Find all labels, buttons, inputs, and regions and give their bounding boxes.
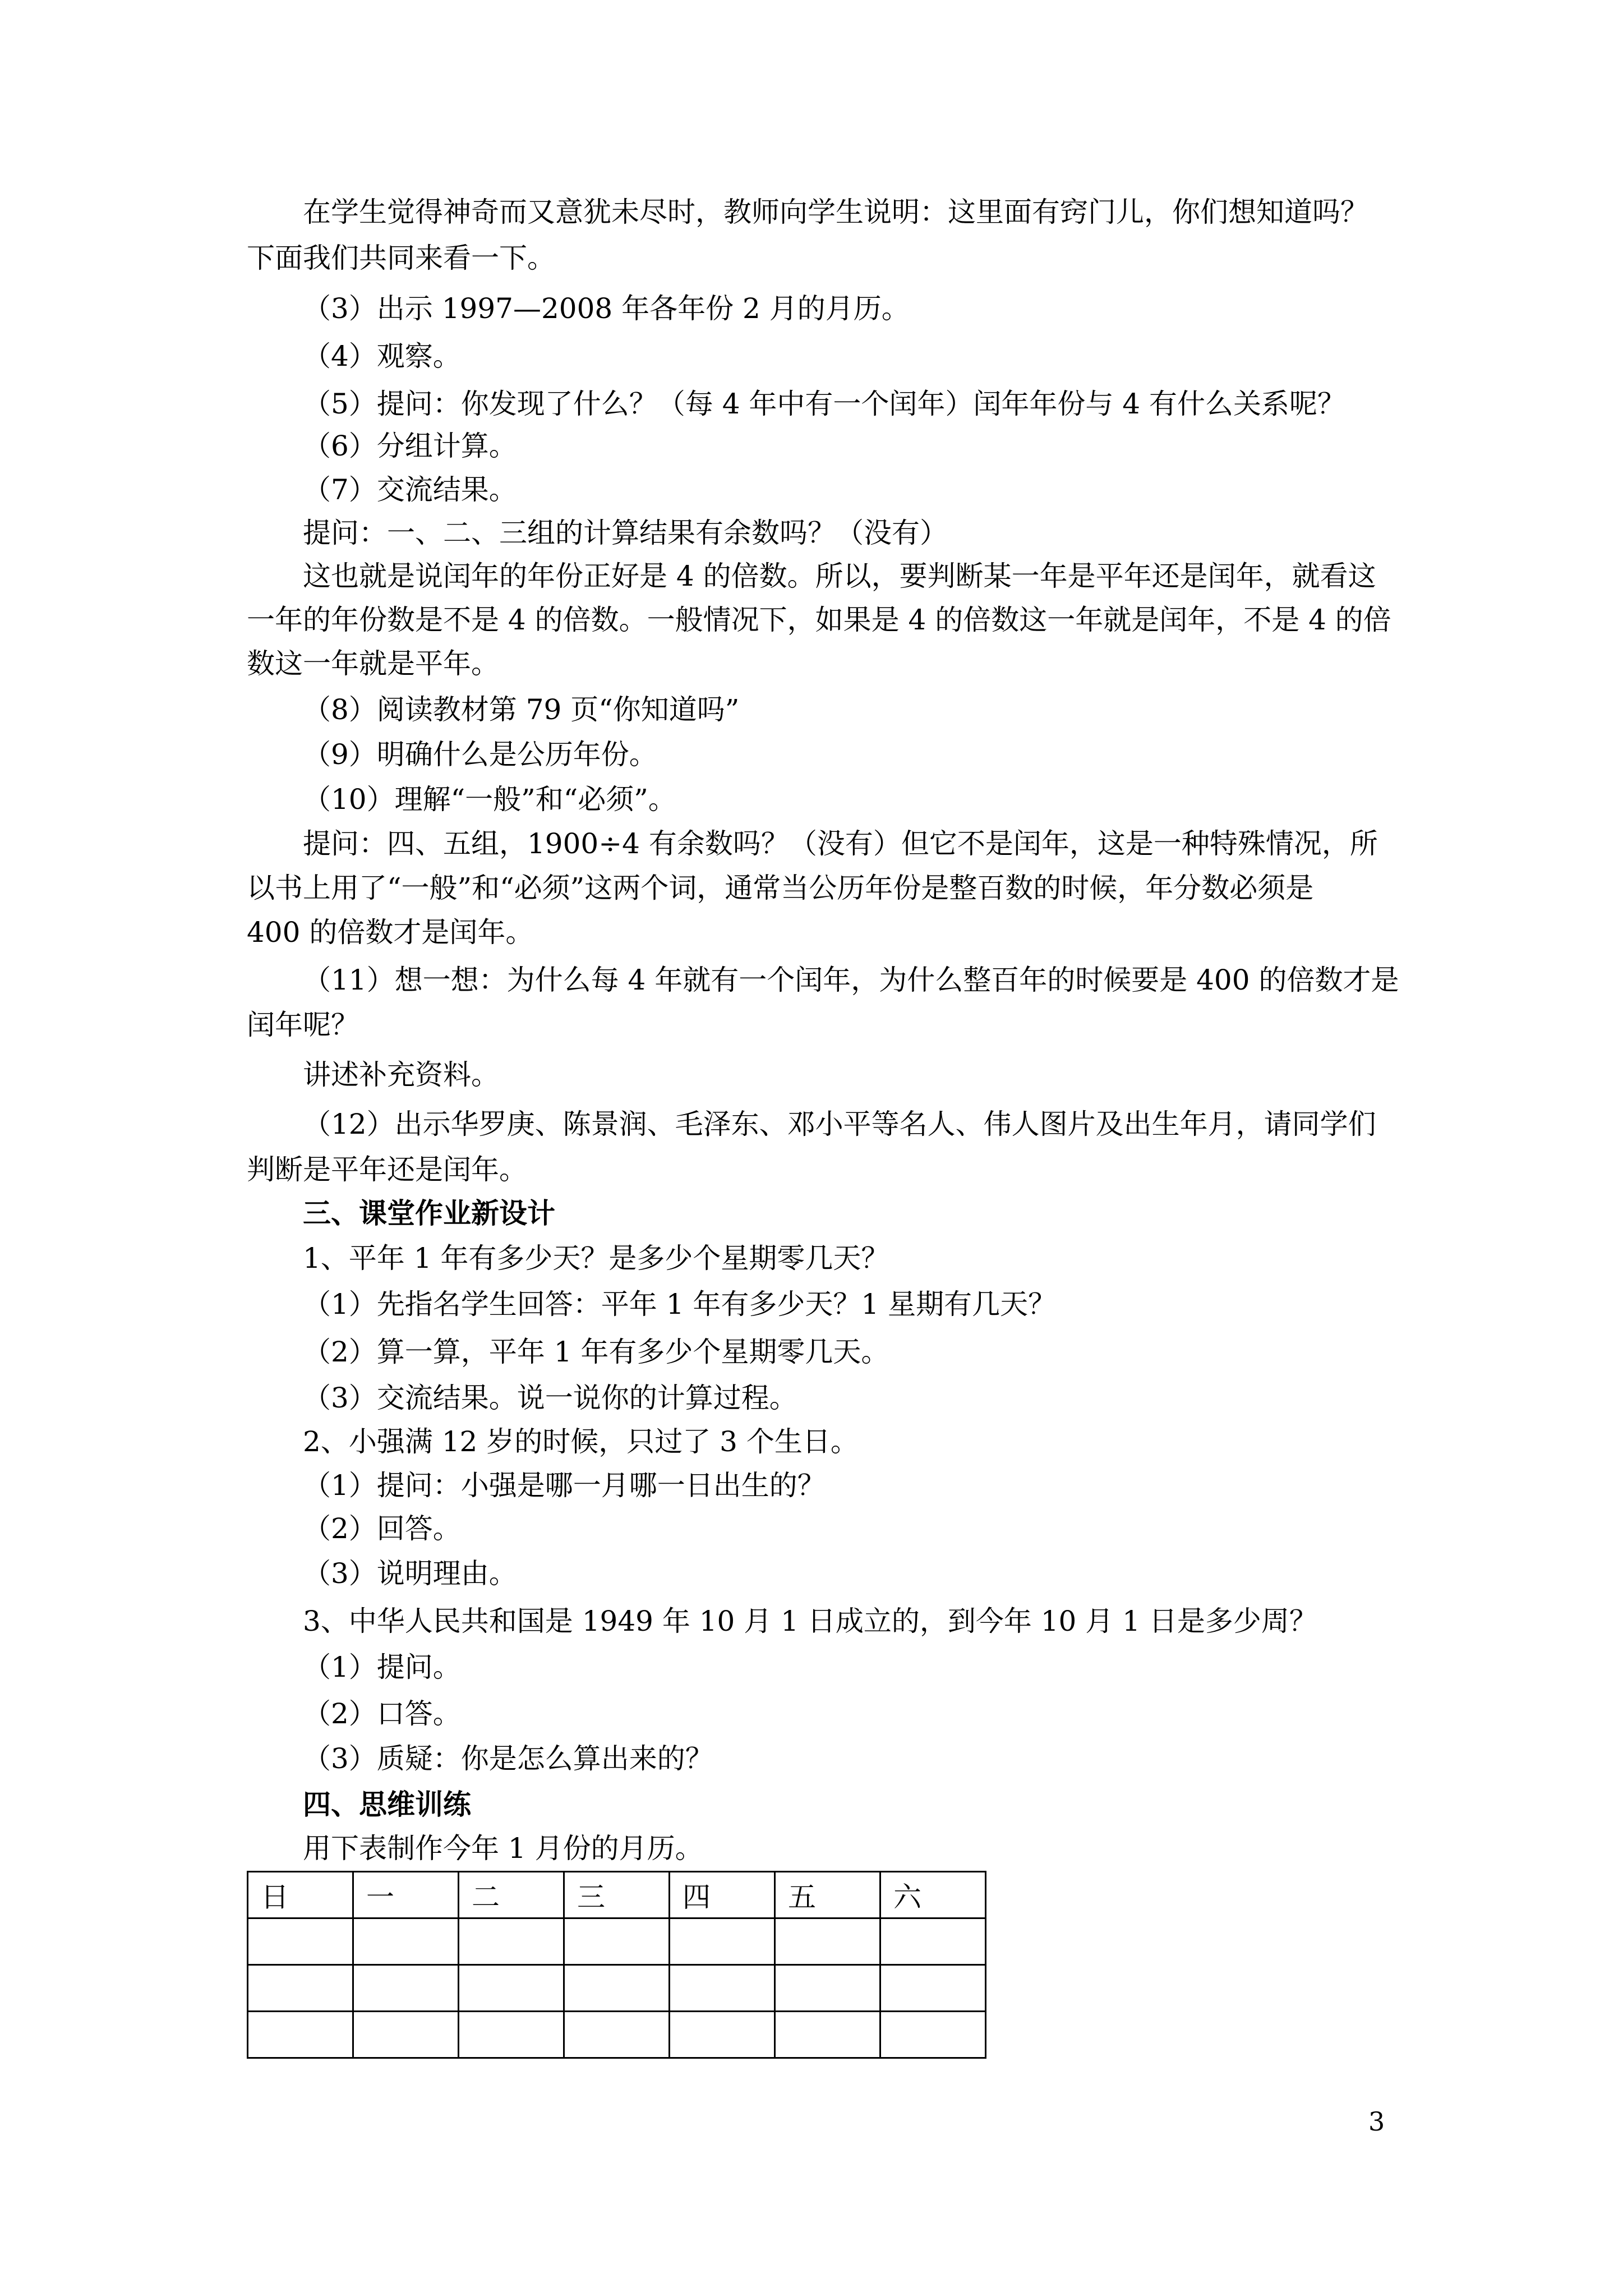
- paragraph-line: 提问：四、五组，1900÷4 有余数吗？（没有）但它不是闰年，这是一种特殊情况，所: [303, 827, 1378, 860]
- paragraph-line: （3）交流结果。说一说你的计算过程。: [303, 1382, 797, 1414]
- calendar-header-cell: 四: [670, 1872, 775, 1918]
- paragraph-line: （2）算一算，平年 1 年有多少个星期零几天。: [303, 1336, 889, 1368]
- calendar-row: [248, 2012, 986, 2058]
- paragraph-line: 提问：一、二、三组的计算结果有余数吗？（没有）: [303, 517, 948, 549]
- paragraph-line: （11）想一想：为什么每 4 年就有一个闰年，为什么整百年的时候要是 400 的倍数才是: [303, 964, 1399, 996]
- paragraph-line: （1）提问：小强是哪一月哪一日出生的？: [303, 1469, 826, 1502]
- calendar-cell: [775, 1918, 880, 1965]
- paragraph-line: 闰年呢？: [247, 1009, 359, 1041]
- paragraph-line: （7）交流结果。: [303, 473, 517, 506]
- calendar-row: [248, 1918, 986, 1965]
- paragraph-line: （9）明确什么是公历年份。: [303, 738, 657, 771]
- page-number: 3: [1368, 2106, 1385, 2137]
- calendar-cell: [564, 1918, 670, 1965]
- calendar-cell: [353, 1965, 459, 2012]
- question-line: 3、中华人民共和国是 1949 年 10 月 1 日成立的，到今年 10 月 1 日是多少周？: [303, 1605, 1317, 1637]
- paragraph-line: （3）说明理由。: [303, 1557, 517, 1590]
- calendar-cell: [670, 1965, 775, 2012]
- paragraph-line: 这也就是说闰年的年份正好是 4 的倍数。所以，要判断某一年是平年还是闰年，就看这: [303, 560, 1376, 592]
- calendar-cell: [775, 2012, 880, 2058]
- calendar-header-cell: 五: [775, 1872, 880, 1918]
- calendar-cell: [459, 2012, 564, 2058]
- calendar-cell: [248, 1918, 353, 1965]
- paragraph-line: （12）出示华罗庚、陈景润、毛泽东、邓小平等名人、伟人图片及出生年月，请同学们: [303, 1108, 1376, 1140]
- paragraph-line: （2）口答。: [303, 1697, 461, 1730]
- paragraph-line: （8）阅读教材第 79 页“你知道吗”: [303, 693, 740, 726]
- paragraph-line: （6）分组计算。: [303, 430, 517, 462]
- section-heading: 三、课堂作业新设计: [303, 1197, 555, 1230]
- calendar-header-cell: 一: [353, 1872, 459, 1918]
- question-line: 2、小强满 12 岁的时候，只过了 3 个生日。: [303, 1425, 859, 1458]
- calendar-header-cell: 三: [564, 1872, 670, 1918]
- calendar-cell: [564, 2012, 670, 2058]
- paragraph-line: 在学生觉得神奇而又意犹未尽时，教师向学生说明：这里面有窍门儿，你们想知道吗？: [303, 196, 1368, 228]
- paragraph-line: （1）先指名学生回答：平年 1 年有多少天？1 星期有几天？: [303, 1288, 1057, 1320]
- calendar-cell: [775, 1965, 880, 2012]
- paragraph-line: （4）观察。: [303, 340, 461, 372]
- paragraph-line: 下面我们共同来看一下。: [247, 242, 555, 274]
- calendar-cell: [670, 1918, 775, 1965]
- paragraph-line: （3）出示 1997—2008 年各年份 2 月的月历。: [303, 292, 910, 325]
- section-heading: 四、思维训练: [303, 1788, 471, 1821]
- paragraph-line: （10）理解“一般”和“必须”。: [303, 783, 676, 816]
- paragraph-line: 用下表制作今年 1 月份的月历。: [303, 1832, 703, 1865]
- calendar-cell: [248, 1965, 353, 2012]
- calendar-cell: [880, 1918, 986, 1965]
- calendar-header-row: [248, 1872, 986, 1918]
- calendar-cell: [880, 2012, 986, 2058]
- calendar-cell: [459, 1918, 564, 1965]
- calendar-cell: [564, 1965, 670, 2012]
- calendar-header-cell: 二: [459, 1872, 564, 1918]
- paragraph-line: 数这一年就是平年。: [247, 647, 499, 680]
- paragraph-line: 判断是平年还是闰年。: [247, 1153, 527, 1186]
- paragraph-line: 400 的倍数才是闰年。: [247, 916, 534, 949]
- calendar-cell: [353, 2012, 459, 2058]
- paragraph-line: （5）提问：你发现了什么？（每 4 年中有一个闰年）闰年年份与 4 有什么关系呢？: [303, 388, 1346, 420]
- calendar-header-cell: 日: [248, 1872, 353, 1918]
- calendar-row: [248, 1965, 986, 2012]
- paragraph-line: 以书上用了“一般”和“必须”这两个词，通常当公历年份是整百数的时候，年分数必须是: [247, 872, 1314, 904]
- calendar-cell: [670, 2012, 775, 2058]
- calendar-cell: [459, 1965, 564, 2012]
- paragraph-line: 讲述补充资料。: [303, 1059, 499, 1091]
- calendar-header-cell: 六: [880, 1872, 986, 1918]
- paragraph-line: 一年的年份数是不是 4 的倍数。一般情况下，如果是 4 的倍数这一年就是闰年，不是 4 的倍: [247, 604, 1391, 636]
- paragraph-line: （1）提问。: [303, 1651, 461, 1683]
- calendar-cell: [353, 1918, 459, 1965]
- paragraph-line: （2）回答。: [303, 1512, 461, 1545]
- question-line: 1、平年 1 年有多少天？是多少个星期零几天？: [303, 1242, 889, 1274]
- paragraph-line: （3）质疑：你是怎么算出来的？: [303, 1742, 713, 1775]
- calendar-cell: [248, 2012, 353, 2058]
- calendar-table: [247, 1871, 986, 2059]
- calendar-cell: [880, 1965, 986, 2012]
